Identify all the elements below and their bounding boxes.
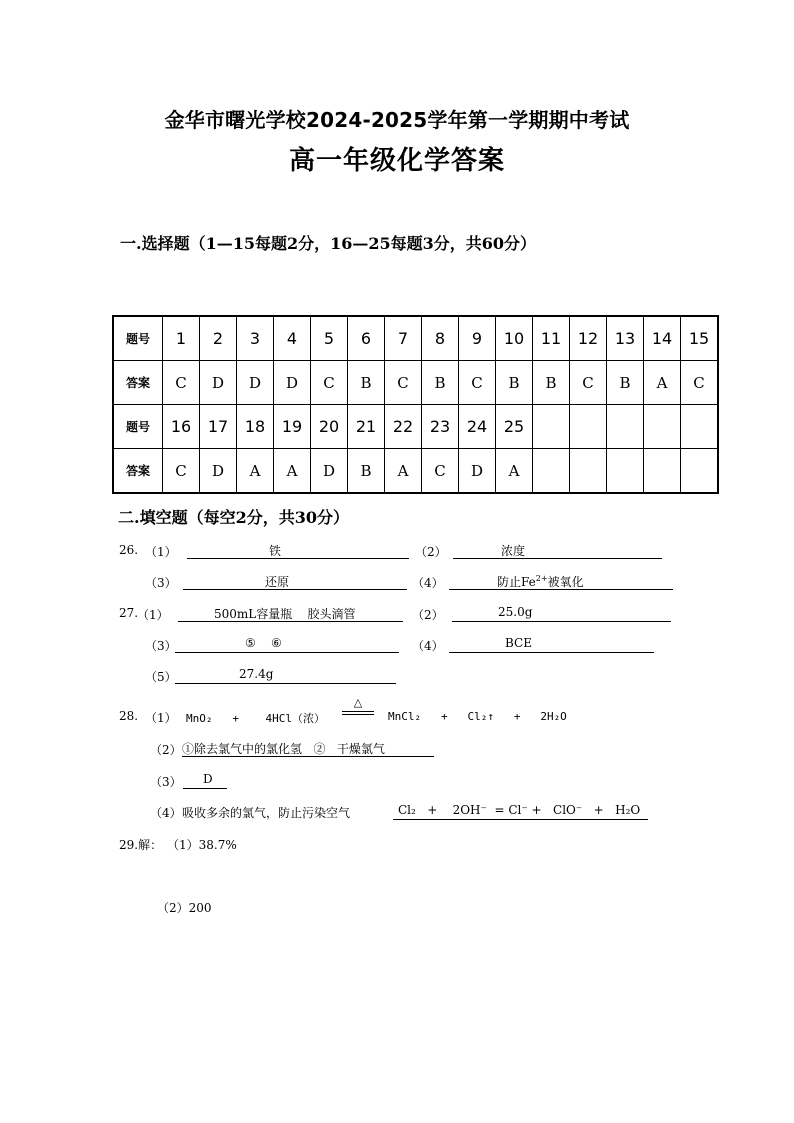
table-cell: 24 [459, 405, 496, 449]
table-cell: 3 [237, 316, 274, 361]
table-cell [570, 405, 607, 449]
q26-answer4-charge: 2+ [535, 574, 548, 583]
q27-answer1: 500mL容量瓶 胶头滴管 [178, 605, 403, 622]
table-cell: D [200, 449, 237, 494]
table-cell [570, 449, 607, 494]
q26-answer4-pre: 防止Fe [497, 575, 536, 589]
q28-answer4-equation: Cl₂ + 2OH⁻ = Cl⁻ + ClO⁻ + H₂O [393, 803, 648, 820]
answer-table [112, 315, 719, 494]
table-cell: 7 [385, 316, 422, 361]
table-cell: B [533, 361, 570, 405]
q28-part4-label: （4） [150, 806, 182, 820]
table-cell: 6 [348, 316, 385, 361]
table-cell: 21 [348, 405, 385, 449]
table-cell: 16 [163, 405, 200, 449]
q29-answer2: （2）200 [157, 901, 212, 915]
table-cell: D [311, 449, 348, 494]
table-cell: C [163, 449, 200, 494]
page-title: 金华市曙光学校2024-2025学年第一学期期中考试 [164, 108, 630, 132]
table-row [113, 405, 718, 449]
table-cell [533, 449, 570, 494]
q28-part2-label: （2） [150, 743, 182, 757]
table-cell: 10 [496, 316, 533, 361]
q28-answer2: ①除去氯气中的氯化氢 ② 干燥氯气 [182, 740, 434, 757]
q26-answer3: 还原 [183, 573, 407, 590]
table-cell [681, 405, 719, 449]
q28-part1-label: （1） [145, 711, 177, 725]
q27-part4-label: （4） [412, 639, 444, 653]
q26-answer2: 浓度 [453, 542, 662, 559]
section1-heading: 一.选择题（1—15每题2分，16—25每题3分，共60分） [120, 234, 537, 253]
row-label-answer: 答案 [113, 449, 163, 494]
q28-equation-left: MnO₂ + 4HCl（浓） [186, 712, 325, 725]
table-cell: 11 [533, 316, 570, 361]
table-row [113, 449, 718, 494]
table-cell: 20 [311, 405, 348, 449]
q26-part1-label: （1） [145, 545, 177, 559]
table-cell [607, 449, 644, 494]
table-cell: 23 [422, 405, 459, 449]
reaction-arrow-heat [340, 697, 376, 721]
table-cell: B [422, 361, 459, 405]
table-cell: A [385, 449, 422, 494]
table-cell: 18 [237, 405, 274, 449]
table-cell: A [274, 449, 311, 494]
row-label-number: 题号 [113, 405, 163, 449]
table-cell: D [459, 449, 496, 494]
table-cell: B [496, 361, 533, 405]
table-cell: C [422, 449, 459, 494]
section2-heading: 二.填空题（每空2分，共30分） [118, 508, 349, 527]
q27-answer2: 25.0g [452, 605, 671, 622]
q27-part1-label: （1） [137, 608, 169, 622]
q28-label: 28. [119, 709, 139, 723]
q26-part3-label: （3） [145, 576, 177, 590]
q28-answer4-text: 吸收多余的氯气，防止污染空气 [182, 806, 351, 820]
table-cell: C [459, 361, 496, 405]
q28-equation-right: MnCl₂ + Cl₂↑ + 2H₂O [388, 710, 567, 723]
row-label-number: 题号 [113, 316, 163, 361]
table-cell [644, 405, 681, 449]
table-cell: A [496, 449, 533, 494]
table-cell: B [348, 361, 385, 405]
table-row [113, 316, 718, 361]
table-cell: 2 [200, 316, 237, 361]
q27-part5-label: （5） [145, 670, 177, 684]
table-cell: 15 [681, 316, 719, 361]
equals-line-top [342, 711, 374, 712]
table-row [113, 361, 718, 405]
q27-part2-label: （2） [412, 608, 444, 622]
table-cell: 22 [385, 405, 422, 449]
q27-part3-label: （3） [145, 639, 177, 653]
table-cell: 4 [274, 316, 311, 361]
table-cell: C [681, 361, 719, 405]
table-cell: B [607, 361, 644, 405]
q26-label: 26. [119, 543, 139, 557]
q26-answer4 [449, 573, 673, 590]
table-cell: D [274, 361, 311, 405]
table-cell: 12 [570, 316, 607, 361]
q26-answer4-post: 被氧化 [547, 575, 584, 589]
table-cell: 1 [163, 316, 200, 361]
table-cell: 19 [274, 405, 311, 449]
table-cell: C [163, 361, 200, 405]
table-cell: 25 [496, 405, 533, 449]
table-cell: A [644, 361, 681, 405]
table-cell: 14 [644, 316, 681, 361]
q28-answer3: D [183, 772, 227, 789]
equals-line-bottom [342, 714, 374, 715]
q26-part2-label: （2） [415, 545, 447, 559]
table-cell [533, 405, 570, 449]
table-cell: 8 [422, 316, 459, 361]
q26-part4-label: （4） [412, 576, 444, 590]
table-cell [607, 405, 644, 449]
table-cell: 13 [607, 316, 644, 361]
q29-answer1: （1）38.7% [167, 838, 237, 852]
table-cell: C [570, 361, 607, 405]
q28-part3-label: （3） [150, 775, 182, 789]
table-cell [681, 449, 719, 494]
table-cell: 9 [459, 316, 496, 361]
q27-answer5: 27.4g [175, 667, 396, 684]
row-label-answer: 答案 [113, 361, 163, 405]
table-cell [644, 449, 681, 494]
table-cell: 5 [311, 316, 348, 361]
heat-symbol: △ [353, 696, 363, 709]
page-subtitle: 高一年级化学答案 [288, 146, 505, 176]
table-cell: B [348, 449, 385, 494]
q27-answer4: BCE [449, 636, 654, 653]
table-cell: 17 [200, 405, 237, 449]
table-cell: A [237, 449, 274, 494]
table-cell: D [237, 361, 274, 405]
q27-label: 27. [119, 606, 139, 620]
q29-label: 29.解： [119, 838, 163, 852]
q26-answer1: 铁 [187, 542, 409, 559]
table-cell: D [200, 361, 237, 405]
table-cell: C [311, 361, 348, 405]
q27-answer3: ⑤ ⑥ [175, 636, 399, 653]
table-cell: C [385, 361, 422, 405]
